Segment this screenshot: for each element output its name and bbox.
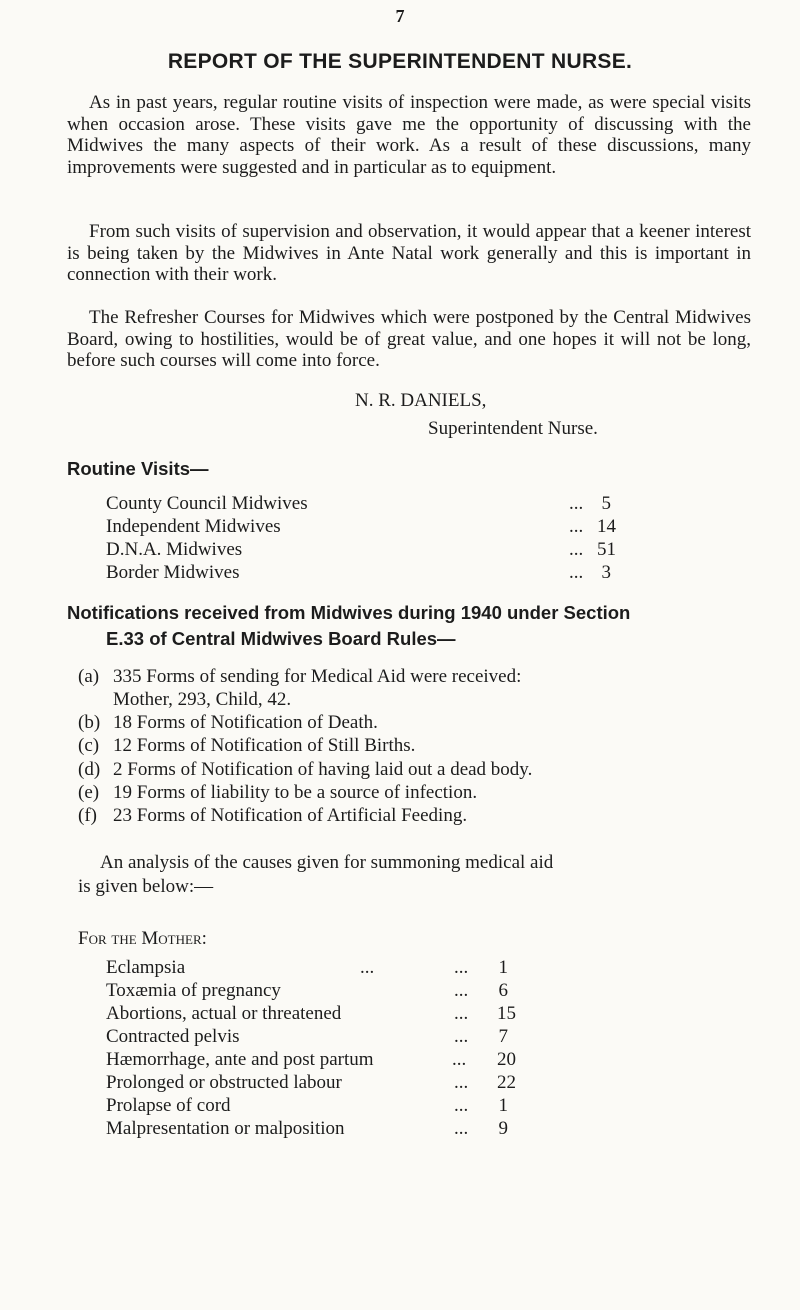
routine-visit-label: County Council Midwives xyxy=(106,493,308,514)
leader-dots: ... xyxy=(360,957,375,978)
paragraph-3-text: The Refresher Courses for Midwives which were postponed by the Central Midwives Board, owing to hostilities, would be of great value, and one hopes it will not be long, before such courses will come into force. xyxy=(67,307,751,371)
cause-label: Prolapse of cord xyxy=(106,1095,231,1116)
routine-visit-label: Border Midwives xyxy=(106,562,240,583)
item-marker: (e) xyxy=(78,782,100,803)
cause-value: 20 xyxy=(497,1049,516,1070)
leader-dots: ... xyxy=(454,957,469,978)
cause-value: 7 xyxy=(498,1026,508,1047)
leader-dots: ... xyxy=(569,493,584,514)
routine-visits-heading: Routine Visits— xyxy=(67,458,209,479)
analysis-intro-line-2: is given below:— xyxy=(78,876,214,897)
cause-value: 1 xyxy=(498,957,508,978)
cause-value: 15 xyxy=(497,1003,516,1024)
cause-label: Malpresentation or malposition xyxy=(106,1118,345,1139)
leader-dots: ... xyxy=(569,539,584,560)
item-marker: (a) xyxy=(78,666,100,687)
leader-dots: ... xyxy=(569,562,584,583)
paragraph-2-text: From such visits of supervision and observation, it would appear that a keener interest is being taken by the Midwives in Ante Natal work generally and this is important in connection with their work. xyxy=(67,221,751,285)
cause-label: Prolonged or obstructed labour xyxy=(106,1072,342,1093)
paragraph-2 xyxy=(67,221,751,286)
leader-dots: ... xyxy=(569,516,584,537)
signature-title: Superintendent Nurse. xyxy=(428,418,598,439)
leader-dots: ... xyxy=(452,1049,467,1070)
item-text: 23 Forms of Notification of Artificial Feeding. xyxy=(113,805,468,826)
item-text: 335 Forms of sending for Medical Aid were received: xyxy=(113,666,522,687)
report-title: REPORT OF THE SUPERINTENDENT NURSE. xyxy=(167,50,633,73)
paragraph-3 xyxy=(67,307,751,372)
cause-label: Contracted pelvis xyxy=(106,1026,240,1047)
leader-dots: ... xyxy=(454,1026,469,1047)
signature-name: N. R. DANIELS, xyxy=(355,390,487,411)
leader-dots: ... xyxy=(454,1003,469,1024)
item-text: 12 Forms of Notification of Still Births. xyxy=(113,735,416,756)
cause-label: Abortions, actual or threatened xyxy=(106,1003,342,1024)
cause-value: 1 xyxy=(498,1095,508,1116)
item-text: Mother, 293, Child, 42. xyxy=(113,689,292,710)
cause-label: Toxæmia of pregnancy xyxy=(106,980,281,1001)
item-text: 19 Forms of liability to be a source of infection. xyxy=(113,782,478,803)
item-text: 2 Forms of Notification of having laid out a dead body. xyxy=(113,759,533,780)
routine-visit-label: D.N.A. Midwives xyxy=(106,539,243,560)
page-number: 7 xyxy=(395,6,405,26)
cause-value: 9 xyxy=(498,1118,508,1139)
item-marker: (d) xyxy=(78,759,101,780)
routine-visit-label: Independent Midwives xyxy=(106,516,281,537)
routine-visit-value: 5 xyxy=(601,493,611,514)
leader-dots: ... xyxy=(454,1095,469,1116)
routine-visit-value: 3 xyxy=(601,562,611,583)
routine-visit-value: 14 xyxy=(597,516,616,537)
item-text: 18 Forms of Notification of Death. xyxy=(113,712,378,733)
cause-label: Eclampsia xyxy=(106,957,186,978)
paragraph-1 xyxy=(67,92,751,178)
notifications-heading-line-2: E.33 of Central Midwives Board Rules— xyxy=(106,628,456,649)
item-marker: (f) xyxy=(78,805,97,826)
leader-dots: ... xyxy=(454,980,469,1001)
cause-label: Hæmorrhage, ante and post partum xyxy=(106,1049,374,1070)
paragraph-1-text: As in past years, regular routine visits of inspection were made, as were special visits when occasion arose. These visits gave me the opportunity of discussing with the Midwives the many aspects of their work. As a result of these discussions, many improvements were suggested and in particular as to equipment. xyxy=(67,92,751,178)
cause-value: 6 xyxy=(498,980,508,1001)
item-marker: (c) xyxy=(78,735,100,756)
analysis-intro-line-1: An analysis of the causes given for summoning medical aid xyxy=(100,852,554,873)
cause-value: 22 xyxy=(497,1072,516,1093)
leader-dots: ... xyxy=(454,1072,469,1093)
item-marker: (b) xyxy=(78,712,101,733)
notifications-heading-line-1: Notifications received from Midwives during 1940 under Section xyxy=(67,602,631,623)
routine-visit-value: 51 xyxy=(597,539,616,560)
leader-dots: ... xyxy=(454,1118,469,1139)
for-the-mother-heading: For the Mother: xyxy=(78,928,207,949)
